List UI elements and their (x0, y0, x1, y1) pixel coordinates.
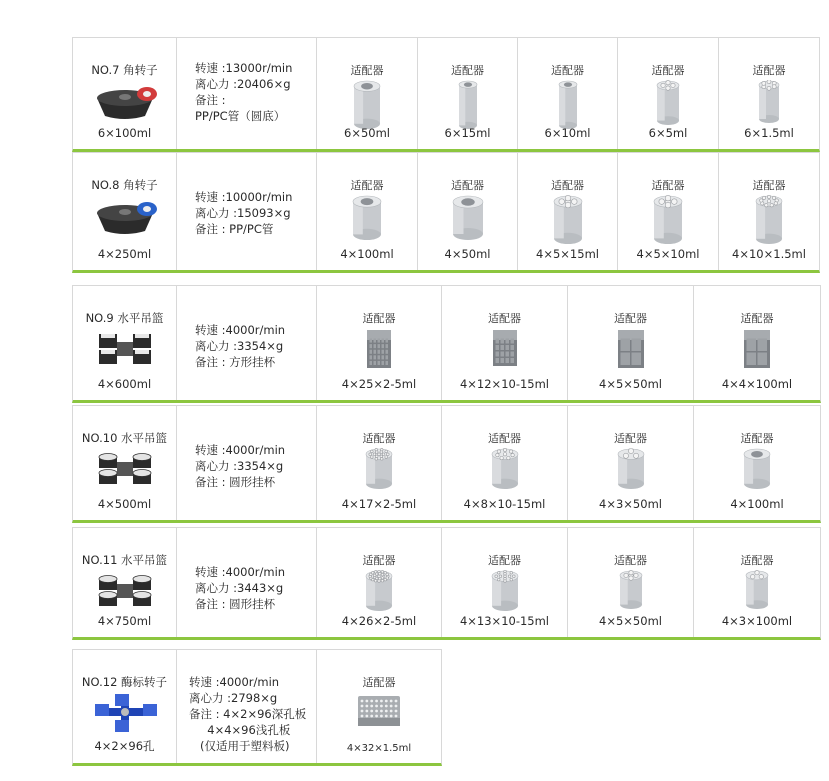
rotor-name: NO.11 水平吊篮 (81, 553, 168, 567)
rotor-name: NO.7 角转子 (91, 63, 158, 77)
rotor-row (72, 285, 821, 403)
adapter-cell (317, 38, 418, 149)
rotor-capacity: 4×500ml (97, 497, 152, 511)
spec-line: 备注 : (195, 93, 226, 107)
spec-line: 离心力 :2798×g (189, 691, 278, 705)
adapter-cell (317, 650, 441, 763)
square-block-adapter-icon (365, 328, 393, 370)
adapter-label: 适配器 (752, 179, 786, 192)
adapter-cell (719, 153, 819, 270)
spec-cell (177, 650, 317, 763)
adapter-label: 适配器 (488, 554, 521, 567)
adapter-cell (317, 528, 442, 637)
adapter-capacity: 6×10ml (544, 126, 591, 140)
adapter-capacity: 4×13×10-15ml (459, 614, 550, 628)
spec-line: 转速 :4000r/min (195, 323, 286, 337)
adapter-label: 适配器 (614, 554, 647, 567)
spec-line: 离心力 :20406×g (195, 77, 291, 91)
adapter-label: 适配器 (614, 312, 647, 325)
adapter-cell (317, 406, 442, 520)
wide-tube-adapter-icon (352, 80, 382, 130)
adapter-cell (618, 153, 719, 270)
adapter-label: 适配器 (740, 312, 774, 325)
adapter-label: 适配器 (651, 64, 685, 77)
spec-line: 转速 :10000r/min (195, 190, 293, 204)
adapter-cell (518, 153, 618, 270)
adapter-capacity: 4×17×2-5ml (341, 497, 417, 511)
rotor-capacity: 6×100ml (97, 126, 152, 140)
adapter-capacity: 4×5×50ml (599, 614, 662, 628)
adapter-capacity: 6×1.5ml (744, 126, 794, 140)
adapter-cell (442, 528, 568, 637)
spec-line: 4×4×96浅孔板 (189, 723, 291, 737)
adapter-cell (317, 286, 442, 400)
rotor-capacity: 4×750ml (97, 614, 152, 628)
rotor-capacity: 4×250ml (97, 247, 152, 261)
adapter-label: 适配器 (740, 432, 774, 445)
adapter-label: 适配器 (362, 312, 396, 325)
adapter-label: 适配器 (651, 179, 685, 192)
spec-line: PP/PC管（圆底） (195, 109, 286, 123)
adapter-cell (442, 406, 568, 520)
multi-hole-adapter-icon (655, 80, 681, 126)
adapter-cell (694, 406, 820, 520)
adapter-capacity: 6×5ml (648, 126, 688, 140)
adapter-label: 适配器 (488, 432, 521, 445)
multi-hole-adapter-icon (552, 195, 584, 245)
adapter-capacity: 4×4×100ml (721, 377, 793, 391)
spec-cell (177, 406, 317, 520)
spec-cell (177, 153, 317, 270)
spec-line: 转速 :4000r/min (189, 675, 280, 689)
plate-block-adapter-icon (356, 692, 402, 728)
rotor-cell (73, 406, 177, 520)
adapter-cell (694, 528, 820, 637)
adapter-label: 适配器 (551, 64, 584, 77)
rotor-name: NO.10 水平吊篮 (81, 431, 168, 445)
adapter-capacity: 4×32×1.5ml (346, 743, 412, 754)
spec-line: 备注 : 圆形挂杯 (195, 597, 276, 611)
adapter-capacity: 4×5×50ml (599, 377, 662, 391)
adapter-cell (518, 38, 618, 149)
wide-tube-adapter-icon (451, 195, 485, 241)
adapter-cell (568, 406, 694, 520)
rotor-cell (73, 286, 177, 400)
adapter-cell (418, 38, 518, 149)
adapter-capacity: 4×5×15ml (536, 247, 599, 261)
microplate-rotor-icon (91, 692, 159, 732)
spec-line: 离心力 :3354×g (195, 339, 284, 353)
adapter-label: 适配器 (451, 64, 484, 77)
rotor-row (72, 527, 821, 640)
spec-line: 转速 :4000r/min (195, 565, 286, 579)
spec-line: (仅适用于塑料板) (189, 739, 290, 753)
adapter-cell (442, 286, 568, 400)
spec-line: 转速 :4000r/min (195, 443, 286, 457)
rotor-cell (73, 38, 177, 149)
adapter-label: 适配器 (551, 179, 584, 192)
rotor-name: NO.8 角转子 (91, 178, 158, 192)
wide-tube-adapter-icon (351, 195, 383, 241)
adapter-capacity: 6×50ml (344, 126, 390, 140)
rotor-capacity: 4×600ml (97, 377, 152, 391)
spec-line: 备注 : 圆形挂杯 (195, 475, 276, 489)
swing-bucket-square-icon (91, 328, 159, 368)
rotor-name: NO.12 酶标转子 (81, 675, 168, 689)
swing-bucket-round-icon (91, 448, 159, 488)
spec-cell (177, 286, 317, 400)
adapter-capacity: 4×8×10-15ml (463, 497, 546, 511)
adapter-capacity: 4×10×1.5ml (732, 247, 806, 261)
rotor-row (72, 405, 821, 523)
spec-line: 离心力 :15093×g (195, 206, 291, 220)
rotor-name: NO.9 水平吊篮 (85, 311, 164, 325)
adapter-capacity: 4×100ml (730, 497, 784, 511)
adapter-label: 适配器 (740, 554, 774, 567)
adapter-capacity: 4×25×2-5ml (341, 377, 417, 391)
rotor-row (72, 37, 820, 152)
spec-line: 离心力 :3354×g (195, 459, 284, 473)
multi-hole-adapter-icon (490, 570, 520, 612)
wide-tube-adapter-icon (742, 448, 772, 490)
adapter-capacity: 4×26×2-5ml (341, 614, 417, 628)
spec-cell (177, 38, 317, 149)
angle-rotor-red-lid-icon (91, 80, 159, 120)
multi-hole-adapter-icon (757, 80, 781, 124)
adapter-label: 适配器 (362, 554, 396, 567)
adapter-capacity: 4×3×50ml (599, 497, 662, 511)
multi-hole-adapter-icon (754, 195, 784, 245)
adapter-label: 适配器 (350, 64, 384, 77)
multi-hole-adapter-icon (616, 448, 646, 490)
adapter-label: 适配器 (614, 432, 647, 445)
adapter-cell (418, 153, 518, 270)
adapter-label: 适配器 (350, 179, 384, 192)
square-block-adapter-icon (491, 328, 519, 368)
multi-hole-adapter-icon (652, 195, 684, 245)
adapter-label: 适配器 (362, 432, 396, 445)
adapter-cell (568, 528, 694, 637)
rotor-cell (73, 528, 177, 637)
rotor-row (72, 649, 442, 766)
adapter-capacity: 4×100ml (340, 247, 394, 261)
adapter-label: 适配器 (488, 312, 521, 325)
adapter-capacity: 4×3×100ml (721, 614, 793, 628)
adapter-label: 适配器 (451, 179, 484, 192)
multi-hole-adapter-icon (364, 570, 394, 612)
adapter-cell (618, 38, 719, 149)
adapter-label: 适配器 (362, 676, 396, 689)
square-block-adapter-icon (616, 328, 646, 370)
rotor-cell (73, 153, 177, 270)
spec-line: 离心力 :3443×g (195, 581, 284, 595)
adapter-cell (694, 286, 820, 400)
adapter-label: 适配器 (752, 64, 786, 77)
adapter-capacity: 4×50ml (444, 247, 491, 261)
spec-cell (177, 528, 317, 637)
angle-rotor-blue-lid-icon (91, 195, 159, 235)
narrow-tube-adapter-icon (457, 80, 479, 130)
adapter-cell (719, 38, 819, 149)
narrow-tube-adapter-icon (557, 80, 579, 130)
adapter-capacity: 4×5×10ml (636, 247, 700, 261)
adapter-capacity: 6×15ml (444, 126, 491, 140)
multi-hole-adapter-icon (490, 448, 520, 490)
adapter-cell (568, 286, 694, 400)
adapter-cell (317, 153, 418, 270)
multi-hole-adapter-icon (618, 570, 644, 610)
square-block-adapter-icon (742, 328, 772, 370)
multi-hole-adapter-icon (744, 570, 770, 610)
multi-hole-adapter-icon (364, 448, 394, 490)
spec-line: 转速 :13000r/min (195, 61, 293, 75)
swing-bucket-round-icon (91, 570, 159, 610)
spec-line: 备注 : 方形挂杯 (195, 355, 276, 369)
spec-line: 备注 : 4×2×96深孔板 (189, 707, 307, 721)
adapter-capacity: 4×12×10-15ml (459, 377, 550, 391)
rotor-row (72, 152, 820, 273)
rotor-capacity: 4×2×96孔 (94, 739, 155, 753)
spec-line: 备注 : PP/PC管 (195, 222, 274, 236)
rotor-cell (73, 650, 177, 763)
